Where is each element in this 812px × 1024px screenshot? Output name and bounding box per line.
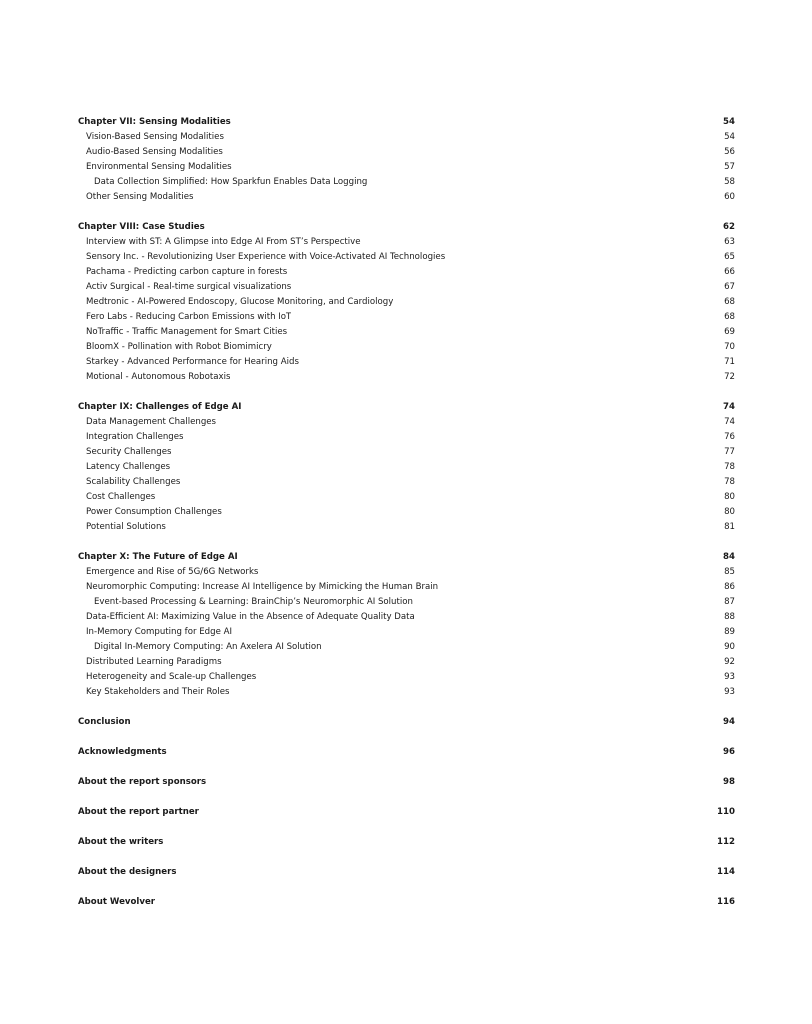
section-page-number: 62	[723, 222, 735, 232]
toc-entry[interactable]	[78, 655, 735, 670]
entry-page-number: 68	[724, 297, 735, 307]
entry-page-number: 60	[724, 192, 735, 202]
entry-title: Activ Surgical - Real-time surgical visualizations	[86, 282, 292, 292]
entry-title: Emergence and Rise of 5G/6G Networks	[86, 567, 259, 577]
entry-page-number: 68	[724, 312, 735, 322]
entry-page-number: 78	[724, 462, 735, 472]
toc-entry[interactable]	[78, 295, 735, 310]
entry-title: BloomX - Pollination with Robot Biomimicry	[86, 342, 272, 352]
section-title: Conclusion	[78, 717, 131, 727]
entry-title: Data Collection Simplified: How Sparkfun Enables Data Logging	[94, 177, 368, 187]
entry-page-number: 78	[724, 477, 735, 487]
toc-entry[interactable]	[78, 670, 735, 685]
section-spacer	[78, 820, 735, 835]
entry-page-number: 80	[724, 492, 735, 502]
toc-entry[interactable]	[78, 310, 735, 325]
toc-section-heading[interactable]	[78, 715, 735, 730]
section-title: Chapter VIII: Case Studies	[78, 222, 205, 232]
toc-entry[interactable]	[78, 505, 735, 520]
toc-entry[interactable]	[78, 265, 735, 280]
toc-section-heading[interactable]	[78, 115, 735, 130]
entry-page-number: 77	[724, 447, 735, 457]
toc-entry[interactable]	[78, 370, 735, 385]
entry-page-number: 54	[724, 132, 735, 142]
entry-page-number: 85	[724, 567, 735, 577]
section-title: About the report sponsors	[78, 777, 207, 787]
entry-page-number: 86	[724, 582, 735, 592]
section-page-number: 96	[723, 747, 735, 757]
section-title: About Wevolver	[78, 897, 156, 907]
entry-title: Latency Challenges	[86, 462, 171, 472]
entry-title: Audio-Based Sensing Modalities	[86, 147, 223, 157]
entry-page-number: 71	[724, 357, 735, 367]
toc-section-heading[interactable]	[78, 775, 735, 790]
entry-title: Neuromorphic Computing: Increase AI Intelligence by Mimicking the Human Brain	[86, 582, 439, 592]
entry-title: NoTraffic - Traffic Management for Smart Cities	[86, 327, 288, 337]
toc-entry[interactable]	[78, 610, 735, 625]
section-spacer	[78, 730, 735, 745]
entry-title: Other Sensing Modalities	[86, 192, 194, 202]
entry-page-number: 89	[724, 627, 735, 637]
toc-entry[interactable]	[78, 145, 735, 160]
entry-page-number: 93	[724, 687, 735, 697]
entry-page-number: 65	[724, 252, 735, 262]
toc-entry[interactable]	[78, 580, 735, 595]
entry-title: Motional - Autonomous Robotaxis	[86, 372, 231, 382]
toc-entry[interactable]	[78, 460, 735, 475]
toc-subentry[interactable]	[78, 175, 735, 190]
toc-entry[interactable]	[78, 280, 735, 295]
entry-title: Vision-Based Sensing Modalities	[86, 132, 224, 142]
section-title: About the designers	[78, 867, 177, 877]
toc-entry[interactable]	[78, 190, 735, 205]
entry-title: Heterogeneity and Scale-up Challenges	[86, 672, 257, 682]
entry-page-number: 58	[724, 177, 735, 187]
entry-title: Integration Challenges	[86, 432, 184, 442]
entry-page-number: 74	[724, 417, 735, 427]
section-page-number: 112	[717, 837, 735, 847]
section-spacer	[78, 385, 735, 400]
toc-entry[interactable]	[78, 235, 735, 250]
entry-title: Starkey - Advanced Performance for Hearing Aids	[86, 357, 299, 367]
section-page-number: 110	[717, 807, 735, 817]
toc-section-heading[interactable]	[78, 400, 735, 415]
entry-page-number: 87	[724, 597, 735, 607]
section-page-number: 114	[717, 867, 735, 877]
section-title: About the writers	[78, 837, 164, 847]
entry-title: Key Stakeholders and Their Roles	[86, 687, 230, 697]
entry-page-number: 57	[724, 162, 735, 172]
entry-page-number: 92	[724, 657, 735, 667]
entry-title: Fero Labs - Reducing Carbon Emissions with IoT	[86, 312, 292, 322]
entry-page-number: 63	[724, 237, 735, 247]
toc-entry[interactable]	[78, 130, 735, 145]
toc-section-heading[interactable]	[78, 805, 735, 820]
entry-page-number: 88	[724, 612, 735, 622]
toc-entry[interactable]	[78, 160, 735, 175]
toc-subentry[interactable]	[78, 595, 735, 610]
toc-section-heading[interactable]	[78, 550, 735, 565]
toc-entry[interactable]	[78, 415, 735, 430]
table-of-contents	[78, 115, 735, 910]
section-page-number: 94	[723, 717, 735, 727]
toc-section-heading[interactable]	[78, 745, 735, 760]
section-spacer	[78, 760, 735, 775]
entry-title: Sensory Inc. - Revolutionizing User Experience with Voice-Activated AI Technologies	[86, 252, 446, 262]
toc-section-heading[interactable]	[78, 865, 735, 880]
entry-page-number: 67	[724, 282, 735, 292]
section-spacer	[78, 790, 735, 805]
entry-page-number: 90	[724, 642, 735, 652]
section-spacer	[78, 535, 735, 550]
entry-page-number: 93	[724, 672, 735, 682]
toc-entry[interactable]	[78, 445, 735, 460]
toc-entry[interactable]	[78, 430, 735, 445]
toc-entry[interactable]	[78, 475, 735, 490]
toc-entry[interactable]	[78, 250, 735, 265]
toc-entry[interactable]	[78, 490, 735, 505]
toc-entry[interactable]	[78, 325, 735, 340]
section-title: Chapter VII: Sensing Modalities	[78, 117, 231, 127]
section-page-number: 74	[723, 402, 735, 412]
entry-title: Digital In-Memory Computing: An Axelera AI Solution	[94, 642, 322, 652]
entry-title: Potential Solutions	[86, 522, 166, 532]
entry-page-number: 81	[724, 522, 735, 532]
toc-entry[interactable]	[78, 355, 735, 370]
section-spacer	[78, 700, 735, 715]
entry-page-number: 72	[724, 372, 735, 382]
entry-title: Power Consumption Challenges	[86, 507, 222, 517]
section-title: Acknowledgments	[78, 747, 167, 757]
section-spacer	[78, 850, 735, 865]
section-title: Chapter X: The Future of Edge AI	[78, 552, 238, 562]
entry-page-number: 66	[724, 267, 735, 277]
toc-entry[interactable]	[78, 340, 735, 355]
section-title: About the report partner	[78, 807, 199, 817]
entry-title: Cost Challenges	[86, 492, 156, 502]
toc-entry[interactable]	[78, 685, 735, 700]
section-spacer	[78, 880, 735, 895]
section-title: Chapter IX: Challenges of Edge AI	[78, 402, 242, 412]
entry-title: Data-Efficient AI: Maximizing Value in the Absence of Adequate Quality Data	[86, 612, 415, 622]
toc-entry[interactable]	[78, 565, 735, 580]
entry-title: Security Challenges	[86, 447, 172, 457]
entry-title: In-Memory Computing for Edge AI	[86, 627, 233, 637]
entry-page-number: 70	[724, 342, 735, 352]
toc-section-heading[interactable]	[78, 895, 735, 910]
entry-title: Environmental Sensing Modalities	[86, 162, 232, 172]
entry-title: Interview with ST: A Glimpse into Edge AI From ST’s Perspective	[86, 237, 361, 247]
entry-title: Event-based Processing & Learning: BrainChip’s Neuromorphic AI Solution	[94, 597, 413, 607]
entry-page-number: 80	[724, 507, 735, 517]
toc-section-heading[interactable]	[78, 220, 735, 235]
section-page-number: 54	[723, 117, 735, 127]
section-page-number: 84	[723, 552, 735, 562]
section-spacer	[78, 205, 735, 220]
section-page-number: 116	[717, 897, 735, 907]
entry-title: Distributed Learning Paradigms	[86, 657, 222, 667]
section-page-number: 98	[723, 777, 735, 787]
entry-page-number: 76	[724, 432, 735, 442]
toc-section-heading[interactable]	[78, 835, 735, 850]
entry-page-number: 69	[724, 327, 735, 337]
toc-entry[interactable]	[78, 520, 735, 535]
toc-subentry[interactable]	[78, 640, 735, 655]
entry-title: Medtronic - AI-Powered Endoscopy, Glucose Monitoring, and Cardiology	[86, 297, 394, 307]
entry-title: Pachama - Predicting carbon capture in forests	[86, 267, 288, 277]
entry-page-number: 56	[724, 147, 735, 157]
entry-title: Data Management Challenges	[86, 417, 217, 427]
entry-title: Scalability Challenges	[86, 477, 181, 487]
toc-entry[interactable]	[78, 625, 735, 640]
